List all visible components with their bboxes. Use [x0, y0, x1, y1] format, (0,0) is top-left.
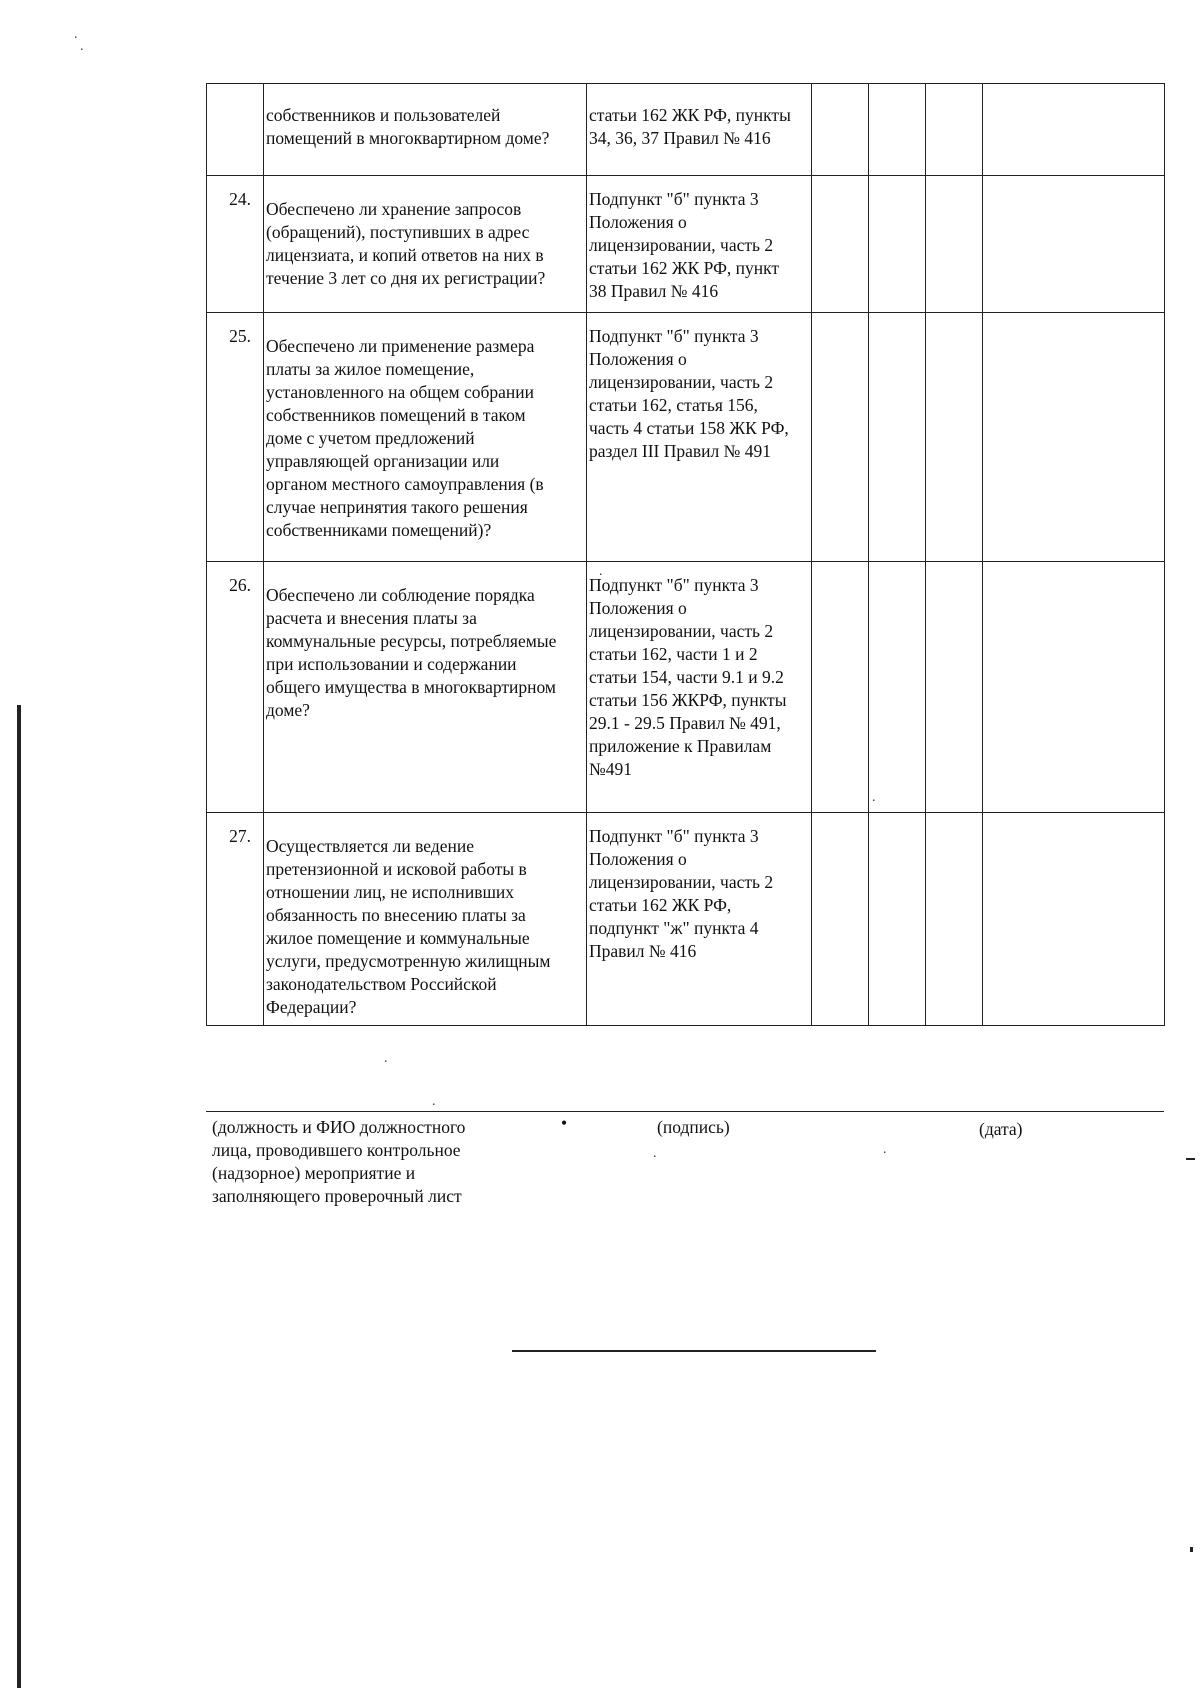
question-line: услуги, предусмотренную жилищным [266, 951, 551, 971]
reference-line: подпункт "ж" пункта 4 [589, 918, 759, 938]
question-line: общего имущества в многоквартирном [266, 677, 556, 697]
table-row [207, 84, 1165, 176]
reference-line: Положения о [589, 598, 687, 618]
table-row [207, 313, 1165, 562]
reference-cell [587, 84, 812, 176]
answer-yes-cell [812, 176, 869, 313]
answer-yes-cell [812, 813, 869, 1026]
reference-line: приложение к Правилам [589, 736, 772, 756]
reference-line: лицензировании, часть 2 [589, 621, 774, 641]
reference-line: статьи 154, части 9.1 и 9.2 [589, 667, 784, 687]
note-cell [983, 84, 1165, 176]
reference-line: лицензировании, часть 2 [589, 235, 774, 255]
note-cell [983, 176, 1165, 313]
reference-line: 34, 36, 37 Правил № 416 [589, 128, 771, 148]
question-line: претензионной и исковой работы в [266, 859, 527, 879]
bottom-rule [512, 1350, 876, 1352]
answer-yes-cell [812, 562, 869, 813]
note-cell [983, 313, 1165, 562]
row-number: 26. [207, 562, 264, 813]
table-row [207, 176, 1165, 313]
answer-na-cell [926, 813, 983, 1026]
question-line: доме? [266, 700, 310, 720]
question-cell [264, 176, 587, 313]
question-line: течение 3 лет со дня их регистрации? [266, 268, 546, 288]
answer-yes-cell [812, 313, 869, 562]
right-margin-mark [1186, 1158, 1195, 1160]
question-line: обязанность по внесению платы за [266, 905, 526, 925]
answer-na-cell [926, 176, 983, 313]
reference-line: 38 Правил № 416 [589, 281, 719, 301]
question-line: расчета и внесения платы за [266, 608, 477, 628]
question-cell [264, 813, 587, 1026]
answer-no-cell [869, 313, 926, 562]
note-cell [983, 813, 1165, 1026]
answer-na-cell [926, 313, 983, 562]
reference-line: Правил № 416 [589, 941, 697, 961]
scan-speck: . [872, 790, 876, 805]
question-line: (обращений), поступивших в адрес [266, 222, 530, 242]
note-cell [983, 562, 1165, 813]
question-line: коммунальные ресурсы, потребляемые [266, 631, 557, 651]
question-line: управляющей организации или [266, 451, 500, 471]
answer-yes-cell [812, 84, 869, 176]
reference-line: Положения о [589, 212, 687, 232]
question-line: собственниками помещений)? [266, 520, 492, 540]
question-line: установленного на общем собрании [266, 382, 535, 402]
answer-no-cell [869, 562, 926, 813]
reference-line: Подпункт "б" пункта 3 [589, 826, 759, 846]
reference-line: статьи 162, статья 156, [589, 395, 758, 415]
reference-line: часть 4 статьи 158 ЖК РФ, [589, 418, 789, 438]
question-line: собственников помещений в таком [266, 405, 526, 425]
row-number [207, 84, 264, 176]
question-cell [264, 84, 587, 176]
question-line: жилое помещение и коммунальные [266, 928, 530, 948]
row-number: 27. [207, 813, 264, 1026]
question-line: помещений в многоквартирном доме? [266, 128, 550, 148]
question-line: при использовании и содержании [266, 654, 517, 674]
signature-label: (подпись) [657, 1117, 730, 1137]
reference-line: №491 [589, 759, 632, 779]
answer-no-cell [869, 813, 926, 1026]
reference-cell [587, 813, 812, 1026]
scan-speck: . [74, 27, 78, 42]
reference-line: лицензировании, часть 2 [589, 372, 774, 392]
question-line: Федерации? [266, 997, 357, 1017]
answer-no-cell [869, 176, 926, 313]
reference-line: лицензировании, часть 2 [589, 872, 774, 892]
reference-line: статьи 156 ЖКРФ, пункты [589, 690, 787, 710]
reference-line: Положения о [589, 349, 687, 369]
question-line: лицензиата, и копий ответов на них в [266, 245, 544, 265]
reference-cell [587, 562, 812, 813]
reference-line: статьи 162 ЖК РФ, пункты [589, 105, 791, 125]
scan-speck: . [599, 564, 603, 579]
scan-speck: . [653, 1146, 657, 1161]
answer-no-cell [869, 84, 926, 176]
question-cell [264, 562, 587, 813]
question-line: доме с учетом предложений [266, 428, 475, 448]
reference-cell [587, 313, 812, 562]
reference-line: Подпункт "б" пункта 3 [589, 189, 759, 209]
reference-line: раздел III Правил № 491 [589, 441, 771, 461]
answer-na-cell [926, 84, 983, 176]
question-line: собственников и пользователей [266, 105, 501, 125]
row-number: 25. [207, 313, 264, 562]
scan-speck: . [883, 1142, 887, 1157]
table-row [207, 813, 1165, 1026]
question-cell [264, 313, 587, 562]
reference-line: статьи 162 ЖК РФ, [589, 895, 732, 915]
reference-line: статьи 162 ЖК РФ, пункт [589, 258, 780, 278]
left-margin-line [17, 705, 21, 1688]
reference-cell [587, 176, 812, 313]
signature-line [206, 1111, 1164, 1112]
reference-line: Положения о [589, 849, 687, 869]
row-number: 24. [207, 176, 264, 313]
table-row [207, 562, 1165, 813]
reference-line: Подпункт "б" пункта 3 [589, 326, 759, 346]
question-line: Обеспечено ли применение размера [266, 336, 535, 356]
reference-line: статьи 162, части 1 и 2 [589, 644, 758, 664]
question-line: Осуществляется ли ведение [266, 836, 474, 856]
bullet-mark: • [561, 1113, 568, 1133]
reference-line: 29.1 - 29.5 Правил № 491, [589, 713, 781, 733]
reference-line: Подпункт "б" пункта 3 [589, 575, 759, 595]
position-label: (должность и ФИО должностного лица, проводившего контрольное (надзорное) мероприятие и заполняющего проверочный лист [212, 1117, 466, 1206]
question-line: отношении лиц, не исполнивших [266, 882, 515, 902]
question-line: Обеспечено ли хранение запросов [266, 199, 522, 219]
question-line: случае непринятия такого решения [266, 497, 528, 517]
scan-speck: . [384, 1051, 388, 1066]
right-margin-mark-2 [1190, 1547, 1193, 1552]
checklist-table [206, 83, 1165, 1026]
scan-speck: . [432, 1094, 436, 1109]
date-label: (дата) [979, 1119, 1023, 1139]
question-line: законодательством Российской [266, 974, 497, 994]
answer-na-cell [926, 562, 983, 813]
question-line: Обеспечено ли соблюдение порядка [266, 585, 535, 605]
scan-speck: . [80, 39, 84, 54]
question-line: органом местного самоуправления (в [266, 474, 544, 494]
question-line: платы за жилое помещение, [266, 359, 475, 379]
